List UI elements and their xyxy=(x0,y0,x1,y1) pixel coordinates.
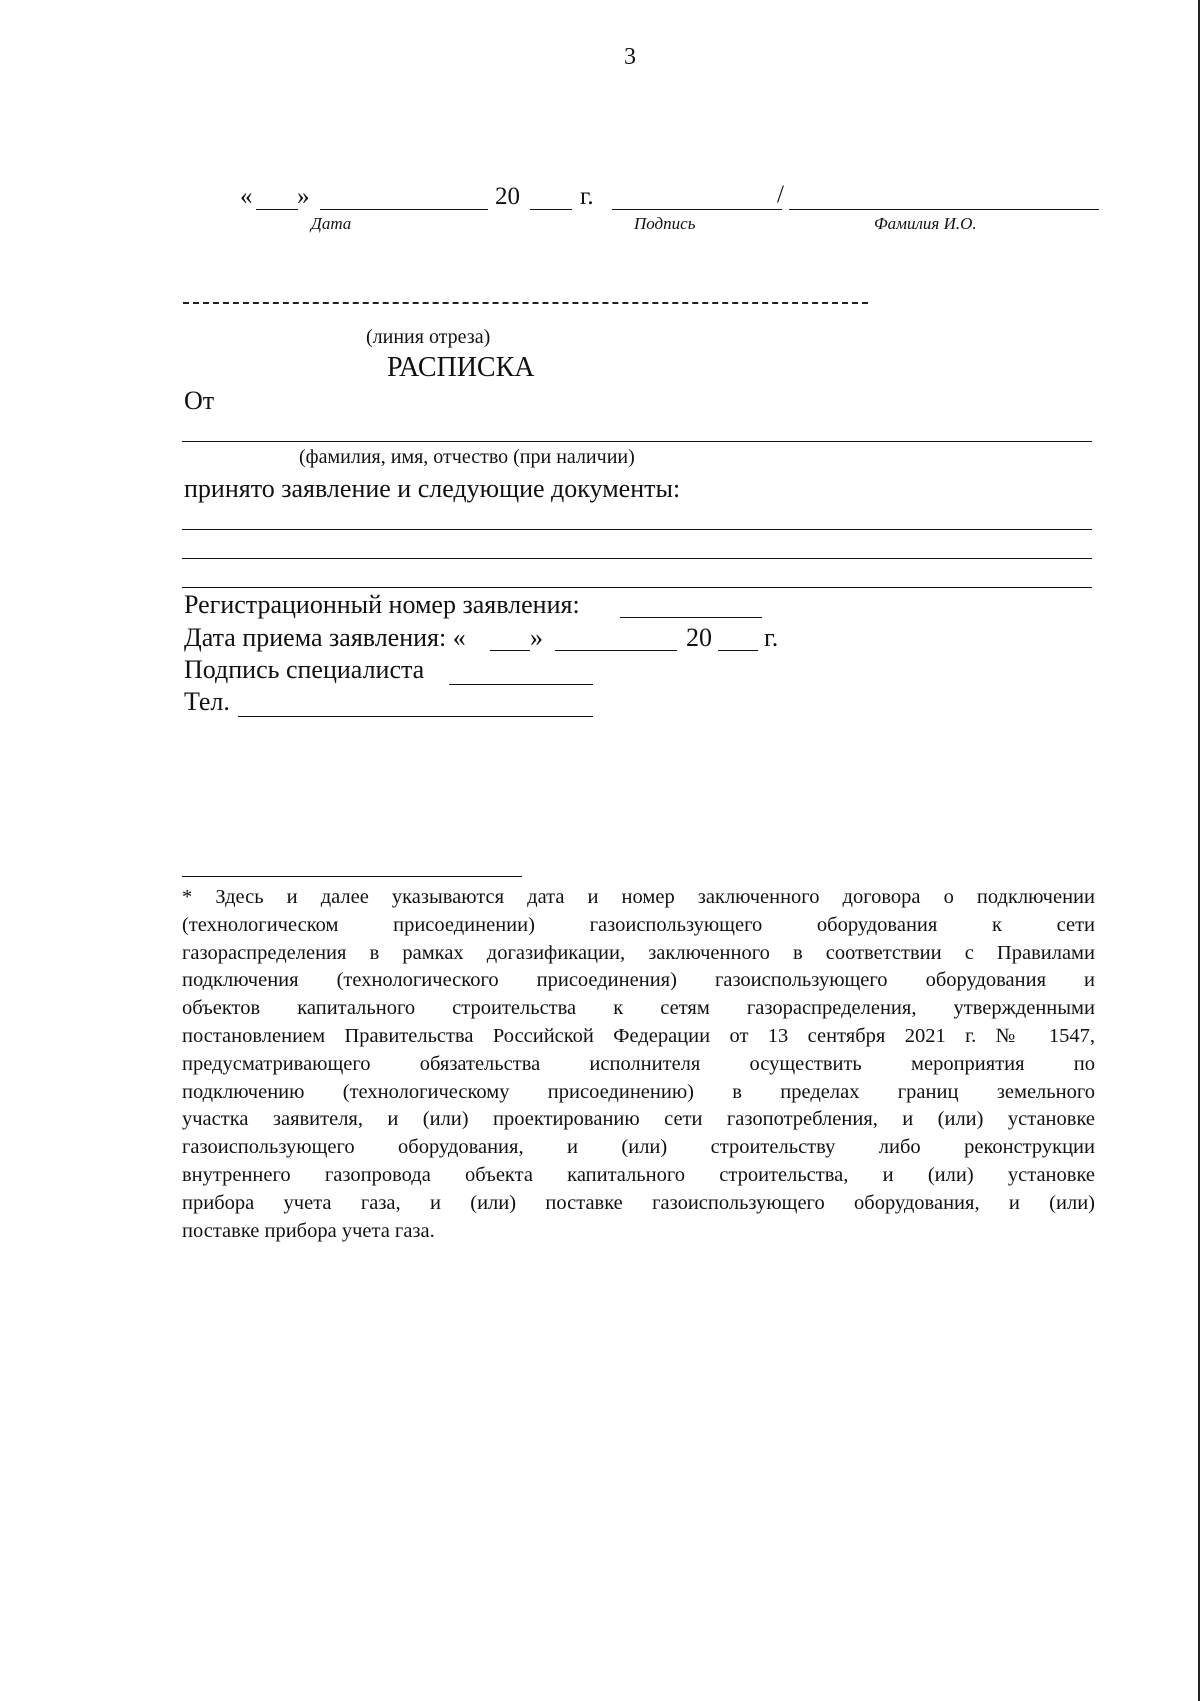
cut-line-label: (линия отреза) xyxy=(366,326,491,348)
specialist-signature-blank xyxy=(449,684,593,685)
footnote-line: внутреннего газопровода объекта капитального строительства, и (или) установке xyxy=(182,1163,1095,1186)
footnote-line: газораспределения в рамках догазификации, заключенного в соответствии с Правилами xyxy=(182,941,1095,964)
footnote-line: подключению (технологическому присоединению) в пределах границ земельного xyxy=(182,1080,1095,1103)
documents-line-3 xyxy=(182,587,1092,588)
from-label: От xyxy=(184,386,215,415)
phone-label: Тел. xyxy=(184,687,230,716)
receipt-title: РАСПИСКА xyxy=(387,352,535,383)
documents-line-2 xyxy=(182,558,1092,559)
signature-blank xyxy=(612,209,782,210)
specialist-signature-label: Подпись специалиста xyxy=(184,655,425,684)
receipt-day-blank xyxy=(490,650,530,651)
receipt-date-label: Дата приема заявления: « xyxy=(184,623,466,652)
phone-blank xyxy=(238,716,593,717)
year-suffix: г. xyxy=(580,183,594,210)
receipt-year-blank xyxy=(718,650,758,651)
reg-number-label: Регистрационный номер заявления: xyxy=(184,590,580,619)
name-blank xyxy=(789,209,1099,210)
footnote-line: газоиспользующего оборудования, и (или) строительству либо реконструкции xyxy=(182,1136,1095,1159)
receipt-year-suffix: г. xyxy=(764,623,779,652)
date-quote-open: « xyxy=(240,183,253,210)
footnote-line: (технологическом присоединении) газоиспользующего оборудования к сети xyxy=(182,913,1095,936)
month-blank xyxy=(320,209,488,210)
footnote-line: подключения (технологического присоединения) газоиспользующего оборудования и xyxy=(182,969,1095,992)
date-quote-close: » xyxy=(297,183,310,210)
label-name: Фамилия И.О. xyxy=(874,214,977,233)
footnote-line: поставке прибора учета газа. xyxy=(182,1219,435,1242)
page-number: 3 xyxy=(624,44,636,70)
footnote-line: * Здесь и далее указываются дата и номер заключенного договора о подключении xyxy=(182,886,1095,908)
label-signature: Подпись xyxy=(634,214,696,233)
from-name-blank xyxy=(182,441,1092,442)
receipt-month-blank xyxy=(555,650,677,651)
year-blank xyxy=(530,209,572,210)
name-hint: (фамилия, имя, отчество (при наличии) xyxy=(299,446,635,468)
signature-slash: / xyxy=(777,181,784,208)
footnote-line: постановлением Правительства Российской Федерации от 13 сентября 2021 г. № 1547, xyxy=(182,1024,1095,1047)
cut-line xyxy=(183,302,868,304)
year-prefix: 20 xyxy=(495,183,520,210)
footnote-rule xyxy=(182,876,522,877)
footnote-line: участка заявителя, и (или) проектированию сети газопотребления, и (или) установке xyxy=(182,1108,1095,1131)
footnote-line: объектов капитального строительства к сетям газораспределения, утвержденными xyxy=(182,997,1095,1020)
day-blank xyxy=(256,209,298,210)
documents-line-1 xyxy=(182,529,1092,530)
receipt-date-close: » xyxy=(530,623,543,652)
receipt-year-prefix: 20 xyxy=(686,623,712,652)
accepted-text: принято заявление и следующие документы: xyxy=(184,474,681,503)
label-date: Дата xyxy=(311,214,352,233)
reg-number-blank xyxy=(620,617,762,618)
footnote-line: прибора учета газа, и (или) поставке газоиспользующего оборудования, и (или) xyxy=(182,1191,1095,1214)
footnote-line: предусматривающего обязательства исполнителя осуществить мероприятия по xyxy=(182,1052,1095,1075)
footnote xyxy=(182,884,1095,1245)
